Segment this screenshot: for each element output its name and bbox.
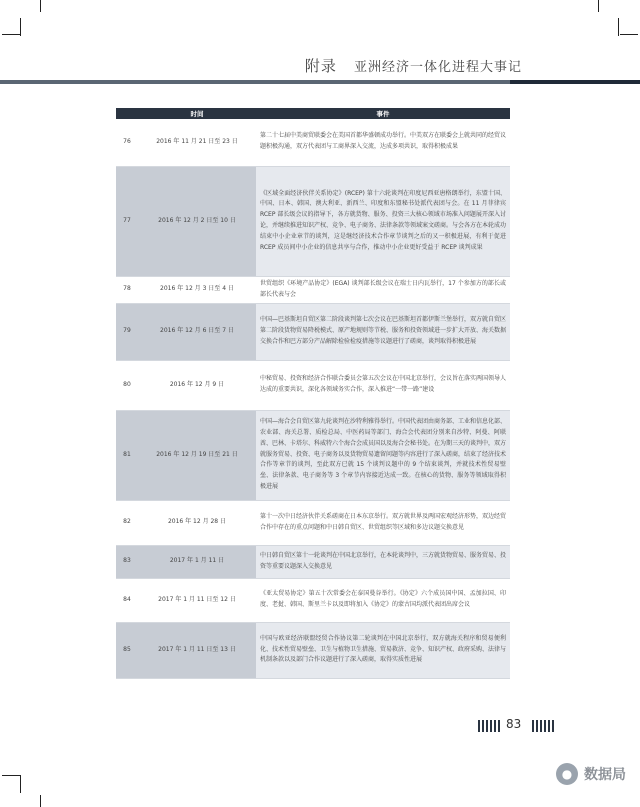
crop-mark <box>620 34 638 35</box>
header-title: 亚洲经济一体化进程大事记 <box>353 60 522 75</box>
row-event: 第二十七届中美商贸联委会在美国首都华盛顿成功举行。中美双方在联委会上就共同的经贸议题积极沟通，双方代表团与工商界深入交流，达成多项共识，取得积极成果 <box>256 119 510 166</box>
row-number: 81 <box>116 410 138 500</box>
table-row <box>116 500 510 545</box>
row-number: 82 <box>116 500 138 545</box>
column-header-date: 时间 <box>138 108 256 119</box>
table-row <box>116 166 510 276</box>
table-row <box>116 276 510 303</box>
row-event: 中日韩自贸区第十一轮谈判在中国北京举行，在本轮谈判中，三方就货物贸易、服务贸易、投资等重要议题深入交换意见 <box>256 545 510 578</box>
row-event: 中国与欧亚经济联盟经贸合作协议第二轮谈判在中国北京举行，双方就海关程序和贸易便利化、技术性贸易壁垒、卫生与植物卫生措施、贸易救济、竞争、知识产权、政府采购、法律与机制条款以及部门合作议题进行了深入磋商，取得实质性进展 <box>256 622 510 678</box>
table-row <box>116 622 510 678</box>
column-header-number <box>116 108 138 119</box>
row-date: 2016 年 12 月 9 日 <box>138 360 256 410</box>
table-row <box>116 410 510 500</box>
row-event: 第十一次中日经济伙伴关系磋商在日本东京举行。双方就世界及两国宏观经济形势，双边经贸合作中存在的重点问题和中日韩自贸区、世贸组织等区域和多边议题交换意见 <box>256 500 510 545</box>
row-date: 2016 年 12 月 19 日至 21 日 <box>138 410 256 500</box>
header-rule <box>0 80 510 84</box>
row-date: 2017 年 1 月 11 日 <box>138 545 256 578</box>
watermark <box>556 763 626 785</box>
crop-mark <box>2 34 20 35</box>
page-number-ornament-right <box>532 720 556 732</box>
row-date: 2016 年 12 月 28 日 <box>138 500 256 545</box>
row-date: 2016 年 12 月 3 日至 4 日 <box>138 276 256 303</box>
row-number: 77 <box>116 166 138 276</box>
row-date: 2016 年 12 月 6 日至 7 日 <box>138 303 256 360</box>
row-number: 78 <box>116 276 138 303</box>
table-row <box>116 119 510 166</box>
row-number: 79 <box>116 303 138 360</box>
table-row <box>116 360 510 410</box>
column-header-event: 事件 <box>256 108 510 119</box>
row-date: 2017 年 1 月 11 日至 12 日 <box>138 578 256 622</box>
crop-mark <box>598 0 599 12</box>
crop-mark <box>2 775 20 776</box>
row-date: 2016 年 12 月 2 日至 10 日 <box>138 166 256 276</box>
table-row <box>116 545 510 578</box>
header-rule-accent <box>510 80 640 84</box>
row-date: 2017 年 1 月 11 日至 13 日 <box>138 622 256 678</box>
row-event: 《区域全面经济伙伴关系协定》(RCEP) 第十六轮谈判在印度尼西亚唐格朗举行，东盟十国、中国、日本、韩国、澳大利亚、新西兰、印度和东盟秘书处派代表团与会。在 11 月菲律宾 RCEP 部长级会议的指导下，各方就货物、服务、投资三大核心领域市场准入问题展开深入讨论，并继续推进知识产权、竞争、电子商务、法律条款等领域案文磋商。与会各方在本轮成功结束中小企业章节的谈判，这是继经济技术合作章节谈判之后的又一积极进展，有利于促进 RCEP 成员间中小企业的信息共享与合作，推动中小企业更好受益于 RCEP 谈判成果 <box>256 166 510 276</box>
row-number: 84 <box>116 578 138 622</box>
row-number: 85 <box>116 622 138 678</box>
watermark-text: 数据局 <box>584 767 626 783</box>
row-number: 83 <box>116 545 138 578</box>
crop-mark <box>618 18 619 36</box>
table-row <box>116 578 510 622</box>
table-header-row <box>116 108 510 119</box>
row-event: 中国—巴基斯坦自贸区第二阶段谈判第七次会议在巴基斯坦首都伊斯兰堡举行，双方就自贸区第二阶段货物贸易降税模式、原产地规则等节税、服务和投资领域进一步扩大开放、海关数据交换合作和巴方部分产品解除检验检疫措施等议题进行了磋商，谈判取得积极进展 <box>256 303 510 360</box>
row-event: 《亚太贸易协定》第五十次常委会在泰国曼谷举行。《协定》六个成员国中国、孟加拉国、印度、老挝、韩国、斯里兰卡以及即将加入《协定》的蒙古国均派代表团出席会议 <box>256 578 510 622</box>
crop-mark <box>20 18 21 36</box>
crop-mark <box>40 795 41 807</box>
wechat-icon: ● <box>556 763 578 785</box>
events-table <box>116 108 510 679</box>
page-number-ornament-left <box>478 720 502 732</box>
row-date: 2016 年 11 月 21 日至 23 日 <box>138 119 256 166</box>
row-event: 中秘贸易、投资和经济合作联合委员会第五次会议在中国北京举行，会议旨在落实两国领导人达成的重要共识，深化各领域务实合作，深入推进“一带一路”建设 <box>256 360 510 410</box>
crop-mark <box>20 775 21 793</box>
row-event: 世贸组织《环境产品协定》(EGA) 谈判部长级会议在瑞士日内瓦举行，17 个参加方的部长或部长代表与会 <box>256 276 510 303</box>
crop-mark <box>40 0 41 12</box>
row-event: 中国—海合会自贸区第九轮谈判在沙特利雅得举行。中国代表团由商务部、工业和信息化部、农业部、海关总署、质检总局、中医药局等部门、海合会代表团分别来自沙特、阿曼、阿联酋、巴林、卡塔尔、科威特六个海合会成员国以及海合会秘书处。在为期三天的谈判中，双方就服务贸易、投资、电子商务以及货物贸易遗留问题等内容进行了深入磋商，结束了经济技术合作等章节的谈判，至此双方已就 15 个谈判议题中的 9 个结束谈判，并就技术性贸易壁垒、法律条款、电子商务等 3 个章节内容接近达成一致。在核心的货物、服务等领域取得积极进展 <box>256 410 510 500</box>
row-number: 76 <box>116 119 138 166</box>
row-number: 80 <box>116 360 138 410</box>
header-appendix: 附录 <box>304 57 337 75</box>
table-row <box>116 303 510 360</box>
page-number: 83 <box>506 717 522 731</box>
page-header <box>305 55 522 76</box>
